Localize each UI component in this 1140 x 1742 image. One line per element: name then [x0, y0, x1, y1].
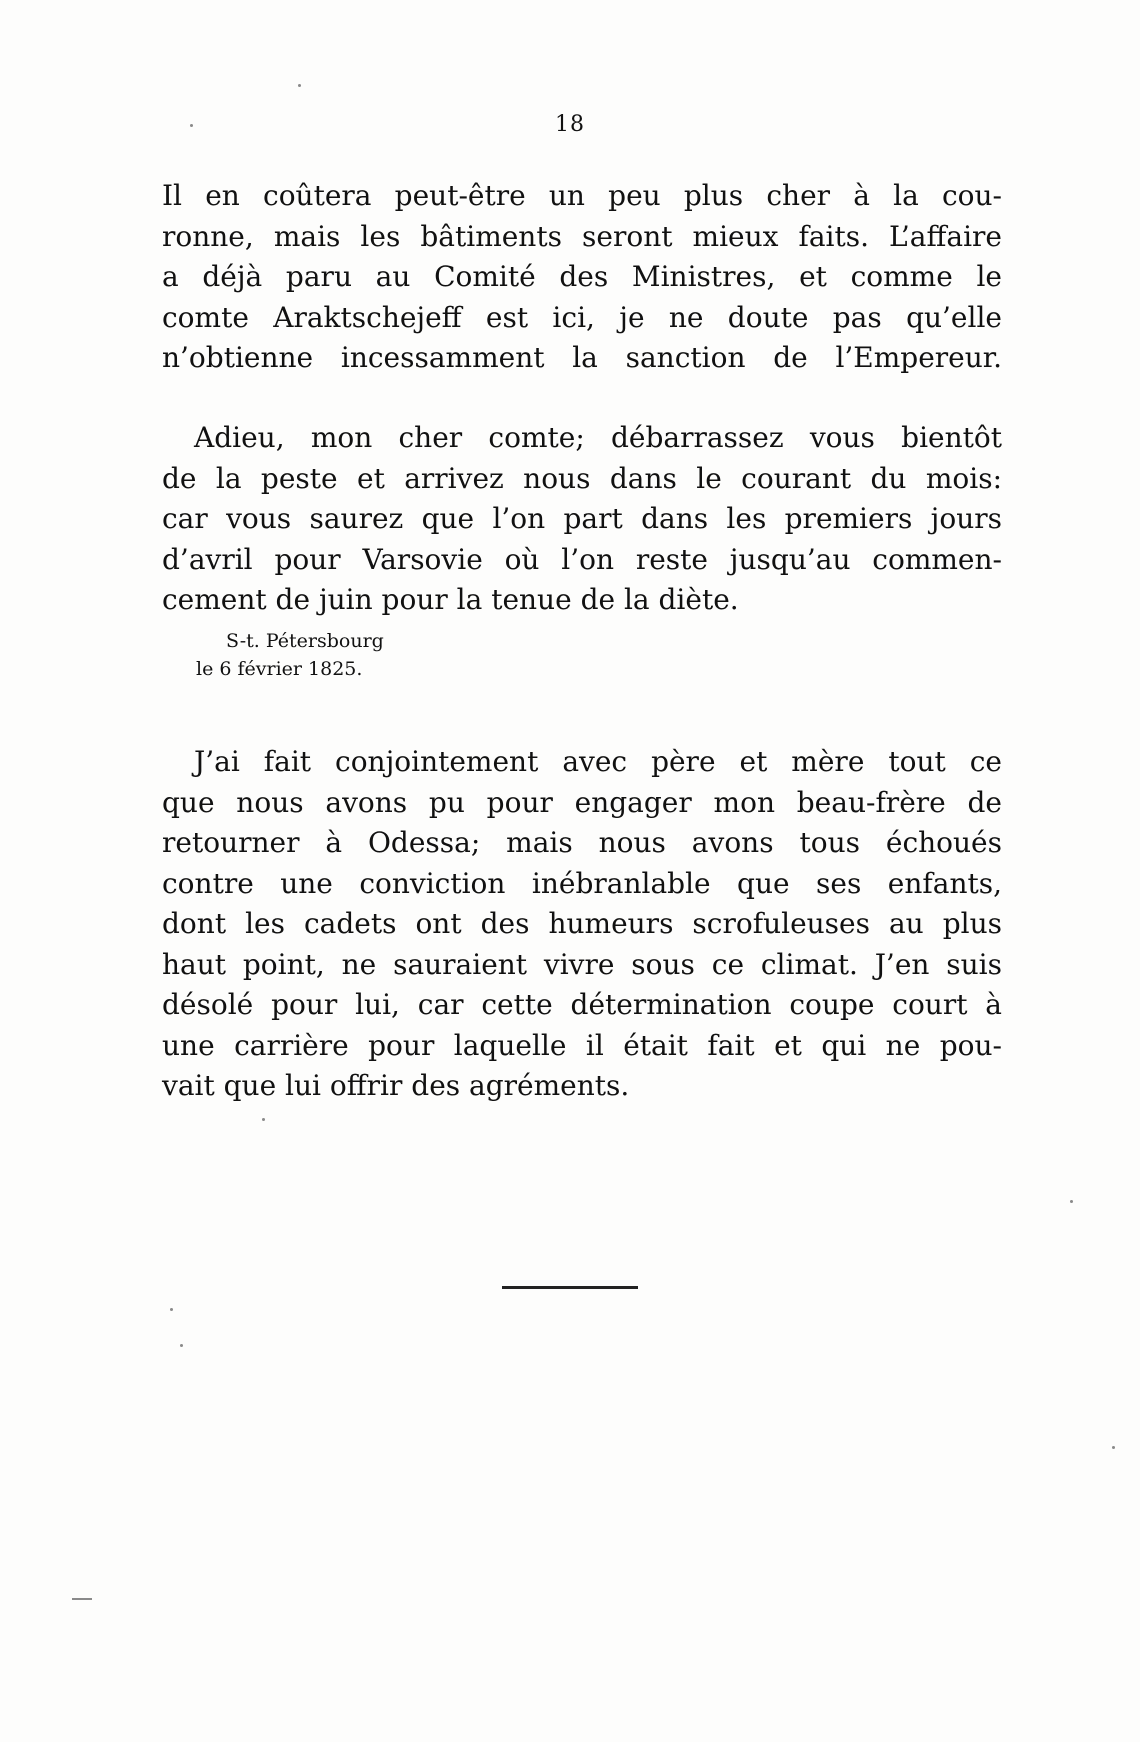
paper-speck: [298, 84, 301, 87]
text-line: contre une conviction inébranlable que ses enfants,: [162, 866, 1002, 900]
page-number: 18: [555, 112, 585, 137]
text-line: d’avril pour Varsovie où l’on reste jusqu’au commen-: [162, 542, 1002, 576]
text-line: comte Araktschejeff est ici, je ne doute pas qu’elle: [162, 300, 1002, 334]
text-line: a déjà paru au Comité des Ministres, et comme le: [162, 260, 1002, 293]
text-line: retourner à Odessa; mais nous avons tous échoués: [162, 826, 1002, 859]
text-line: dont les cadets ont des humeurs scrofuleuses au plus: [162, 907, 1002, 940]
text-line: car vous saurez que l’on part dans les premiers jours: [162, 502, 1002, 535]
letter-dateline: [196, 627, 384, 683]
section-end-rule: [502, 1286, 638, 1289]
paper-speck: [1070, 1200, 1073, 1203]
text-line: J’ai fait conjointement avec père et mère tout ce: [194, 745, 1002, 778]
text-line: cement de juin pour la tenue de la diète.: [162, 583, 739, 616]
paper-speck: [180, 1344, 183, 1347]
text-line: Il en coûtera peut-être un peu plus cher à la cou-: [162, 179, 1002, 212]
text-line: que nous avons pu pour engager mon beau-frère de: [162, 785, 1002, 819]
text-line: haut point, ne sauraient vivre sous ce climat. J’en suis: [162, 947, 1002, 981]
paper-speck: [1112, 1446, 1115, 1449]
text-line: Adieu, mon cher comte; débarrassez vous bientôt: [194, 421, 1002, 454]
text-line: désolé pour lui, car cette détermination coupe court à: [162, 988, 1002, 1021]
paper-speck: [72, 1598, 92, 1600]
paragraph-3: [162, 742, 1002, 1107]
text-line: ronne, mais les bâtiments seront mieux faits. L’affaire: [162, 219, 1002, 253]
paper-speck: [190, 124, 193, 127]
paper-speck: [170, 1308, 173, 1311]
text-line: vait que lui offrir des agréments.: [162, 1069, 630, 1102]
paper-speck: [262, 1118, 265, 1121]
text-line: de la peste et arrivez nous dans le courant du mois:: [162, 461, 1002, 495]
text-line: une carrière pour laquelle il était fait et qui ne pou-: [162, 1028, 1002, 1062]
text-line: n’obtienne incessamment la sanction de l’Empereur.: [162, 341, 1002, 374]
dateline-date: le 6 février 1825.: [196, 658, 363, 680]
dateline-place: S-t. Pétersbourg: [226, 630, 384, 652]
paragraph-1: [162, 176, 1002, 379]
paragraph-2: [162, 418, 1002, 621]
